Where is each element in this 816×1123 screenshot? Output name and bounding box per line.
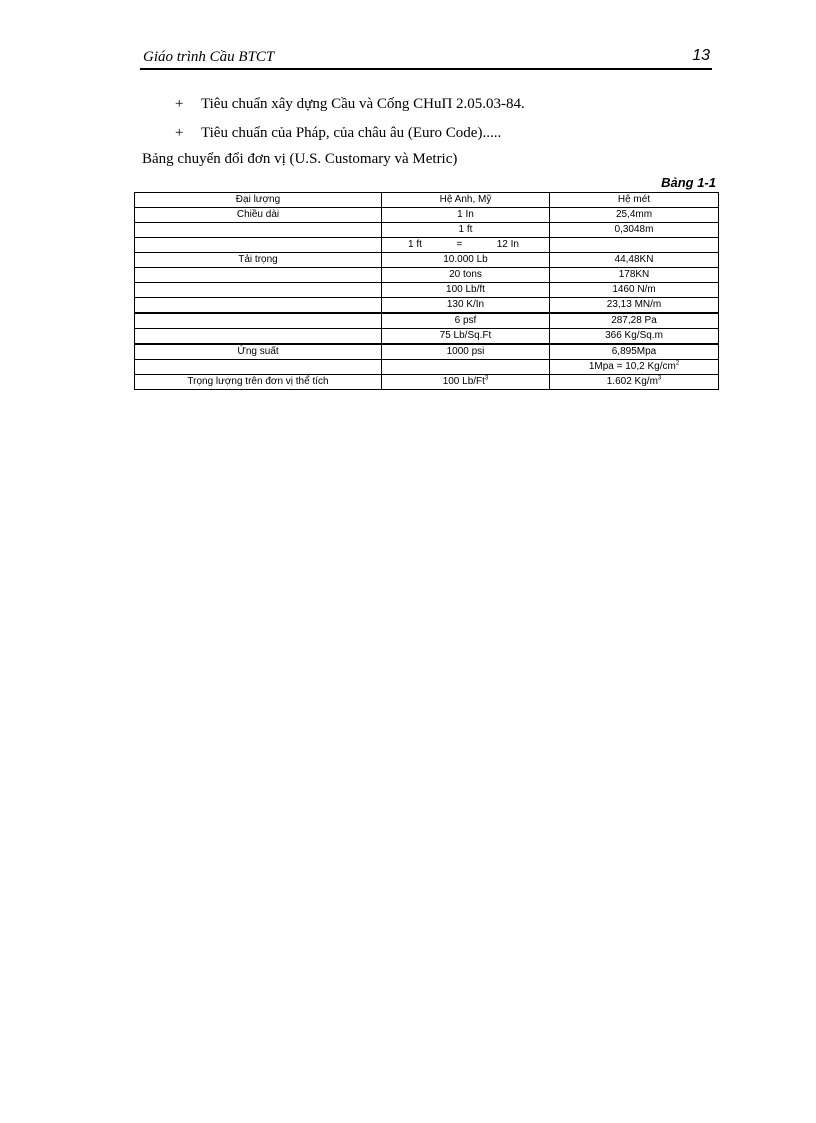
table-row: [135, 283, 719, 298]
metric-cell: 44,48KN: [550, 253, 719, 268]
conversion-equals: =: [456, 239, 463, 250]
metric-cell: [550, 375, 719, 390]
metric-cell: 1460 N/m: [550, 283, 719, 298]
header-cell: Hệ mét: [550, 193, 719, 208]
header-rule: [140, 68, 712, 70]
imperial-cell: 10.000 Lb: [382, 253, 550, 268]
table-row: [135, 223, 719, 238]
imperial-cell: 1 In: [382, 208, 550, 223]
imperial-cell: 1 ft: [382, 223, 550, 238]
metric-cell: 23,13 MN/m: [550, 298, 719, 314]
header-title: Giáo trình Cầu BTCT: [143, 49, 275, 65]
bullet-mark: +: [175, 96, 184, 112]
table-header-row: [135, 193, 719, 208]
quantity-cell: Trọng lượng trên đơn vị thể tích: [135, 375, 382, 390]
bullet-mark: +: [175, 125, 184, 141]
bullet-item: [175, 96, 525, 113]
imperial-cell: 100 Lb/ft: [382, 283, 550, 298]
page-header: [140, 46, 712, 70]
bullet-text: Tiêu chuẩn của Pháp, của châu âu (Euro Code).....: [201, 125, 502, 141]
imperial-exponent: 3: [484, 375, 489, 382]
header-cell: Hệ Anh, Mỹ: [382, 193, 550, 208]
bullet-item: [175, 125, 501, 142]
quantity-cell: [135, 223, 382, 238]
table-row: [135, 253, 719, 268]
bullet-text: Tiêu chuẩn xây dựng Cầu và Cống CHuП 2.05.03-84.: [201, 96, 525, 112]
table-row: [135, 298, 719, 314]
metric-cell: [550, 360, 719, 375]
table-row: [135, 238, 719, 253]
quantity-cell: [135, 360, 382, 375]
conversion-table: [134, 192, 719, 390]
imperial-cell: 6 psf: [382, 313, 550, 329]
table-row: [135, 375, 719, 390]
imperial-cell: [382, 360, 550, 375]
imperial-cell: [382, 375, 550, 390]
table-row: [135, 360, 719, 375]
table-row: [135, 344, 719, 360]
table-row: [135, 268, 719, 283]
imperial-cell: 130 K/In: [382, 298, 550, 314]
quantity-cell: [135, 283, 382, 298]
quantity-cell: Chiều dài: [135, 208, 382, 223]
imperial-cell: [382, 238, 550, 253]
ft-in-conversion: [382, 238, 549, 252]
page-number: 13: [692, 47, 710, 64]
metric-value: 1Mpa = 10,2 Kg/cm: [588, 361, 676, 372]
metric-cell: 178KN: [550, 268, 719, 283]
table-caption: Bảng chuyển đổi đơn vị (U.S. Customary và Metric): [142, 151, 458, 167]
quantity-cell: Tải trọng: [135, 253, 382, 268]
metric-cell: 25,4mm: [550, 208, 719, 223]
header-cell: Đại lượng: [135, 193, 382, 208]
conversion-right: 12 In: [496, 239, 519, 250]
metric-exponent: 3: [657, 375, 662, 382]
quantity-cell: Ứng suất: [135, 344, 382, 360]
imperial-value: 100 Lb/Ft: [442, 376, 485, 387]
quantity-cell: [135, 298, 382, 314]
table-label: Bảng 1-1: [661, 175, 716, 190]
metric-cell: 366 Kg/Sq.m: [550, 329, 719, 345]
metric-cell: [550, 238, 719, 253]
quantity-cell: [135, 313, 382, 329]
quantity-cell: [135, 329, 382, 345]
imperial-cell: 75 Lb/Sq.Ft: [382, 329, 550, 345]
imperial-cell: 1000 psi: [382, 344, 550, 360]
imperial-cell: 20 tons: [382, 268, 550, 283]
quantity-cell: [135, 268, 382, 283]
metric-cell: 6,895Mpa: [550, 344, 719, 360]
metric-value: 1.602 Kg/m: [606, 376, 658, 387]
table-row: [135, 313, 719, 329]
metric-cell: 287,28 Pa: [550, 313, 719, 329]
conversion-left: 1 ft: [408, 239, 422, 250]
table-row: [135, 208, 719, 223]
quantity-cell: [135, 238, 382, 253]
table-row: [135, 329, 719, 345]
metric-cell: 0,3048m: [550, 223, 719, 238]
metric-exponent: 2: [675, 360, 680, 367]
